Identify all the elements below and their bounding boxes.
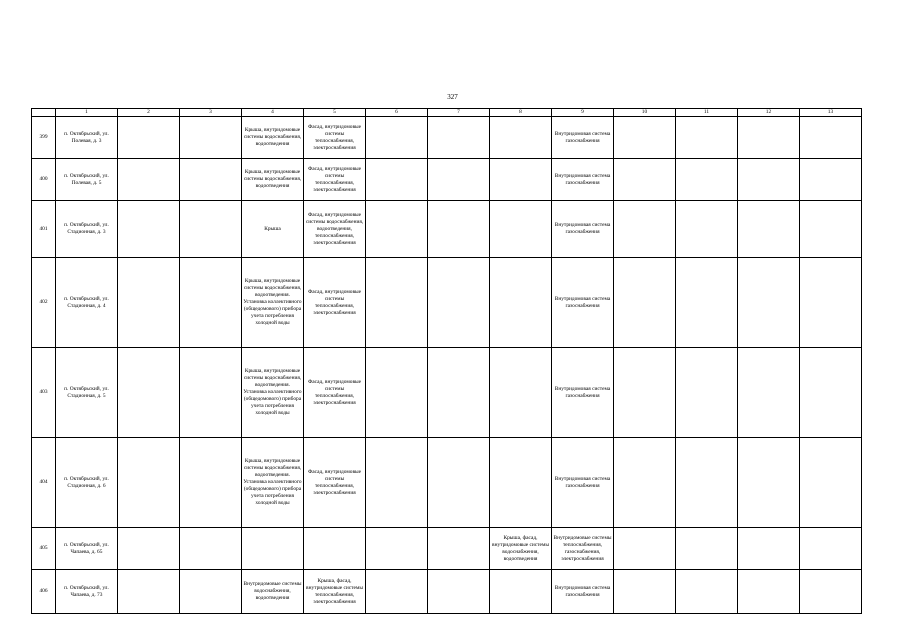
empty-cell: [738, 570, 800, 614]
row-number-cell: [32, 159, 56, 201]
empty-cell: [366, 438, 428, 528]
works-col8-cell: [490, 528, 552, 570]
works-2019-cell: [304, 348, 366, 438]
works-col8-cell: [490, 159, 552, 201]
cell-text: п. Октябрьский, ул. Полевая, д. 5: [64, 172, 109, 186]
table-row: [32, 117, 862, 159]
cell-text: Внутридомовая система газоснабжения: [554, 475, 611, 489]
cell-text: 406: [39, 588, 48, 594]
row-number-cell: [32, 201, 56, 258]
row-number-cell: [32, 528, 56, 570]
cell-text: Крыша, внутридомовые системы водоснабжения, водоотведения. Установка коллективного (общедомового) прибора учета потребления холодной воды: [243, 368, 302, 416]
works-col9-cell: [552, 438, 614, 528]
empty-cell: [676, 258, 738, 348]
table-row: [32, 159, 862, 201]
empty-cell: [738, 159, 800, 201]
capital-repair-table: [31, 108, 862, 614]
cell-text: Крыша, внутридомовые системы водоснабжения, водоотведения: [243, 169, 302, 189]
cell-text: Фасад, внутридомовые системы теплоснабжения, электроснабжения: [307, 378, 362, 406]
empty-cell: [800, 570, 862, 614]
empty-cell: [428, 438, 490, 528]
empty-cell: [676, 438, 738, 528]
cell-text: 400: [39, 176, 48, 182]
empty-cell: [118, 570, 180, 614]
address-cell: [56, 117, 118, 159]
cell-text: Фасад, внутридомовые системы водоснабжения, водоотведения, теплоснабжения, электроснабжения: [305, 211, 364, 246]
table-row: [32, 570, 862, 614]
cell-text: п. Октябрьский, ул. Стадионная, д. 5: [64, 385, 109, 399]
cell-text: 403: [39, 389, 48, 395]
empty-cell: [614, 438, 676, 528]
address-cell: [56, 348, 118, 438]
table-row: [32, 348, 862, 438]
works-2018-cell: [242, 117, 304, 159]
empty-cell: [428, 348, 490, 438]
empty-cell: [118, 117, 180, 159]
address-cell: [56, 438, 118, 528]
works-col8-cell: [490, 438, 552, 528]
empty-cell: [614, 348, 676, 438]
empty-cell: [180, 438, 242, 528]
cell-text: Фасад, внутридомовые системы теплоснабжения, электроснабжения: [307, 123, 362, 151]
cell-text: 404: [39, 479, 48, 485]
empty-cell: [738, 258, 800, 348]
works-2018-cell: [242, 258, 304, 348]
cell-text: 402: [39, 299, 48, 305]
empty-cell: [676, 570, 738, 614]
works-2018-cell: [242, 528, 304, 570]
empty-cell: [676, 117, 738, 159]
works-2018-cell: [242, 438, 304, 528]
cell-text: Внутридомовая система газоснабжения: [554, 295, 611, 309]
empty-cell: [738, 117, 800, 159]
empty-cell: [738, 528, 800, 570]
works-2018-cell: [242, 201, 304, 258]
works-col9-cell: [552, 348, 614, 438]
cell-text: п. Октябрьский, ул. Стадионная, д. 3: [64, 222, 109, 235]
cell-text: Внутридомовая система газоснабжения: [554, 172, 611, 186]
cell-text: Внутридомовая система газоснабжения: [554, 130, 611, 144]
empty-cell: [676, 348, 738, 438]
works-2019-cell: [304, 570, 366, 614]
header-cell: [32, 109, 56, 117]
row-number-cell: [32, 438, 56, 528]
header-cell: 6: [366, 109, 428, 117]
header-cell: 2: [118, 109, 180, 117]
address-cell: [56, 159, 118, 201]
empty-cell: [800, 258, 862, 348]
empty-cell: [118, 528, 180, 570]
works-2018-cell: [242, 159, 304, 201]
empty-cell: [180, 528, 242, 570]
empty-cell: [676, 159, 738, 201]
empty-cell: [738, 438, 800, 528]
cell-text: Внутридомовая система газоснабжения: [554, 222, 611, 235]
header-cell: 10: [614, 109, 676, 117]
row-number-cell: [32, 117, 56, 159]
works-col9-cell: [552, 117, 614, 159]
works-2019-cell: [304, 258, 366, 348]
empty-cell: [118, 159, 180, 201]
row-number-cell: [32, 570, 56, 614]
works-col8-cell: [490, 570, 552, 614]
works-2019-cell: [304, 528, 366, 570]
header-cell: 5: [304, 109, 366, 117]
cell-text: Крыша, фасад, внутридомовые системы теплоснабжения, электроснабжения: [306, 577, 363, 605]
empty-cell: [180, 159, 242, 201]
empty-cell: [428, 258, 490, 348]
works-col9-cell: [552, 201, 614, 258]
empty-cell: [180, 570, 242, 614]
empty-cell: [118, 201, 180, 258]
empty-cell: [428, 570, 490, 614]
header-cell: 13: [800, 109, 862, 117]
empty-cell: [614, 201, 676, 258]
works-col9-cell: [552, 258, 614, 348]
empty-cell: [366, 258, 428, 348]
header-cell: 1: [56, 109, 118, 117]
works-2018-cell: [242, 570, 304, 614]
empty-cell: [676, 528, 738, 570]
cell-text: Внутридомовая система газоснабжения: [554, 584, 611, 598]
table-row: [32, 258, 862, 348]
empty-cell: [428, 159, 490, 201]
empty-cell: [614, 570, 676, 614]
address-cell: [56, 570, 118, 614]
empty-cell: [800, 528, 862, 570]
header-cell: 7: [428, 109, 490, 117]
empty-cell: [118, 258, 180, 348]
row-number-cell: [32, 348, 56, 438]
cell-text: 399: [39, 134, 48, 140]
works-2019-cell: [304, 438, 366, 528]
cell-text: п. Октябрьский, ул. Стадионная, д. 6: [64, 475, 109, 489]
cell-text: Внутридомовая система газоснабжения: [554, 385, 611, 399]
empty-cell: [800, 201, 862, 258]
cell-text: Крыша, внутридомовые системы водоснабжения, водоотведения. Установка коллективного (общедомового) прибора учета потребления холодной воды: [243, 458, 302, 506]
empty-cell: [180, 258, 242, 348]
cell-text: Внутридомовые системы водоснабжения, водоотведения: [243, 581, 302, 601]
cell-text: п. Октябрьский, ул. Чапаева, д. 65: [64, 541, 109, 555]
empty-cell: [366, 117, 428, 159]
cell-text: Крыша, фасад, внутридомовые системы водоснабжения, водоотведения: [492, 534, 549, 562]
works-2019-cell: [304, 201, 366, 258]
empty-cell: [800, 348, 862, 438]
works-2019-cell: [304, 159, 366, 201]
table-body: [32, 117, 862, 614]
works-col8-cell: [490, 201, 552, 258]
empty-cell: [366, 348, 428, 438]
header-cell: 8: [490, 109, 552, 117]
empty-cell: [118, 348, 180, 438]
empty-cell: [614, 528, 676, 570]
empty-cell: [366, 159, 428, 201]
header-cell: 4: [242, 109, 304, 117]
row-number-cell: [32, 258, 56, 348]
cell-text: Фасад, внутридомовые системы теплоснабжения, электроснабжения: [307, 288, 362, 316]
empty-cell: [366, 201, 428, 258]
cell-text: п. Октябрьский, ул. Чапаева, д. 73: [64, 584, 109, 598]
header-cell: 3: [180, 109, 242, 117]
works-2019-cell: [304, 117, 366, 159]
table-row: [32, 528, 862, 570]
empty-cell: [800, 117, 862, 159]
page-number: 327: [447, 93, 458, 101]
empty-cell: [428, 201, 490, 258]
table-row: [32, 438, 862, 528]
works-2018-cell: [242, 348, 304, 438]
empty-cell: [614, 159, 676, 201]
cell-text: 401: [39, 225, 48, 232]
works-col8-cell: [490, 348, 552, 438]
empty-cell: [614, 258, 676, 348]
address-cell: [56, 528, 118, 570]
address-cell: [56, 258, 118, 348]
empty-cell: [614, 117, 676, 159]
cell-text: Внутридомовые системы теплоснабжения, газоснабжения, электроснабжения: [553, 534, 612, 562]
cell-text: п. Октябрьский, ул. Полевая, д. 3: [64, 130, 109, 144]
empty-cell: [180, 348, 242, 438]
table-row: [32, 201, 862, 258]
header-cell: 11: [676, 109, 738, 117]
works-col9-cell: [552, 570, 614, 614]
works-col9-cell: [552, 159, 614, 201]
cell-text: Фасад, внутридомовые системы теплоснабжения, электроснабжения: [307, 165, 362, 193]
empty-cell: [118, 438, 180, 528]
header-cell: 9: [552, 109, 614, 117]
cell-text: 405: [39, 545, 48, 551]
empty-cell: [738, 348, 800, 438]
empty-cell: [428, 117, 490, 159]
empty-cell: [738, 201, 800, 258]
empty-cell: [180, 201, 242, 258]
cell-text: Крыша, внутридомовые системы водоснабжения, водоотведения. Установка коллективного (общедомового) прибора учета потребления холодной воды: [243, 278, 302, 326]
cell-text: Фасад, внутридомовые системы теплоснабжения, электроснабжения: [307, 468, 362, 496]
empty-cell: [180, 117, 242, 159]
table-header-row: [32, 109, 862, 117]
works-col8-cell: [490, 258, 552, 348]
works-col8-cell: [490, 117, 552, 159]
empty-cell: [676, 201, 738, 258]
cell-text: п. Октябрьский, ул. Стадионная, д. 4: [64, 295, 109, 309]
works-col9-cell: [552, 528, 614, 570]
address-cell: [56, 201, 118, 258]
empty-cell: [366, 570, 428, 614]
empty-cell: [800, 438, 862, 528]
empty-cell: [800, 159, 862, 201]
cell-text: Крыша, внутридомовые системы водоснабжения, водоотведения: [243, 127, 302, 147]
cell-text: Крыша: [264, 225, 281, 232]
empty-cell: [428, 528, 490, 570]
empty-cell: [366, 528, 428, 570]
header-cell: 12: [738, 109, 800, 117]
